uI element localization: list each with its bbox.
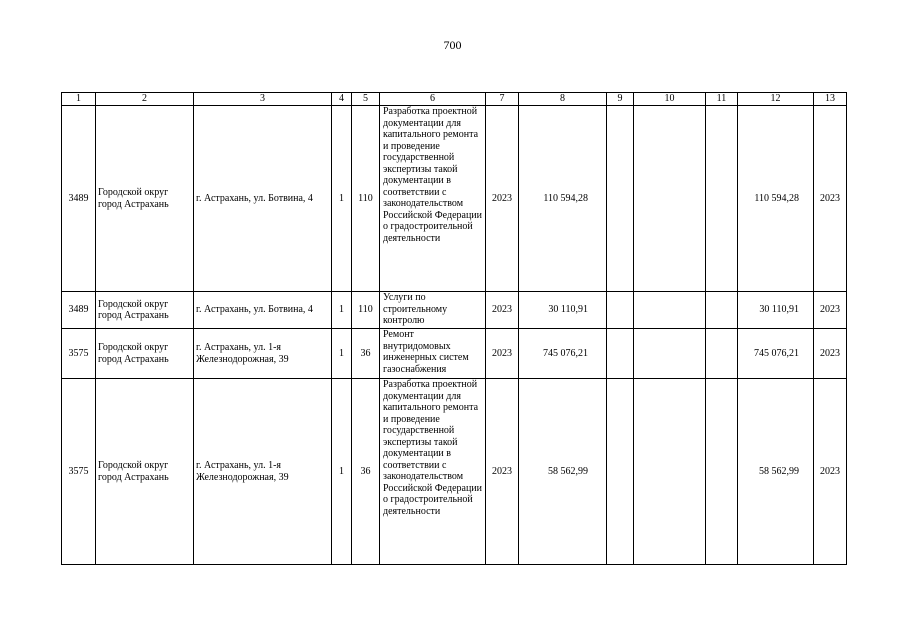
- cell-work-type: Ремонт внутридомовых инженерных систем газоснабжения: [380, 329, 486, 379]
- cell-col4: 1: [332, 106, 352, 292]
- cell-amount: 745 076,21: [519, 329, 607, 379]
- cell-id: 3575: [62, 379, 96, 565]
- cell-year: 2023: [486, 379, 519, 565]
- cell-year-end: 2023: [814, 106, 847, 292]
- cell-col4: 1: [332, 329, 352, 379]
- cell-year: 2023: [486, 292, 519, 329]
- cell-col9: [607, 292, 634, 329]
- cell-amount-total: 30 110,91: [738, 292, 814, 329]
- table-row: [62, 106, 847, 292]
- cell-col11: [706, 379, 738, 565]
- cell-amount-total: 58 562,99: [738, 379, 814, 565]
- cell-col9: [607, 329, 634, 379]
- cell-col5: 110: [352, 106, 380, 292]
- cell-col11: [706, 106, 738, 292]
- cell-amount: 110 594,28: [519, 106, 607, 292]
- data-table: [61, 92, 847, 565]
- cell-year: 2023: [486, 329, 519, 379]
- cell-col9: [607, 379, 634, 565]
- column-header: 1: [62, 93, 96, 106]
- column-header: 11: [706, 93, 738, 106]
- cell-col5: 36: [352, 329, 380, 379]
- cell-col4: 1: [332, 292, 352, 329]
- cell-col11: [706, 292, 738, 329]
- cell-amount-total: 110 594,28: [738, 106, 814, 292]
- cell-id: 3575: [62, 329, 96, 379]
- table-row: [62, 329, 847, 379]
- cell-id: 3489: [62, 292, 96, 329]
- cell-work-type: Разработка проектной документации для капитального ремонта и проведение государственной экспертизы такой документации в соответствии с законодательством Российской Федерации о градостроительной деятельности: [380, 379, 486, 565]
- cell-amount: 30 110,91: [519, 292, 607, 329]
- column-header: 13: [814, 93, 847, 106]
- cell-col9: [607, 106, 634, 292]
- cell-municipality: Городской округ город Астрахань: [96, 379, 194, 565]
- cell-municipality: Городской округ город Астрахань: [96, 292, 194, 329]
- column-header: 12: [738, 93, 814, 106]
- cell-municipality: Городской округ город Астрахань: [96, 106, 194, 292]
- column-header: 2: [96, 93, 194, 106]
- cell-year-end: 2023: [814, 329, 847, 379]
- column-header: 3: [194, 93, 332, 106]
- cell-col4: 1: [332, 379, 352, 565]
- cell-col5: 36: [352, 379, 380, 565]
- cell-address: г. Астрахань, ул. Ботвина, 4: [194, 292, 332, 329]
- column-header: 5: [352, 93, 380, 106]
- page-number: 700: [443, 38, 462, 52]
- cell-col11: [706, 329, 738, 379]
- cell-municipality: Городской округ город Астрахань: [96, 329, 194, 379]
- cell-work-type: Разработка проектной документации для капитального ремонта и проведение государственной экспертизы такой документации в соответствии с законодательством Российской Федерации о градостроительной деятельности: [380, 106, 486, 292]
- column-header: 9: [607, 93, 634, 106]
- cell-id: 3489: [62, 106, 96, 292]
- table-row: [62, 379, 847, 565]
- cell-address: г. Астрахань, ул. 1-я Железнодорожная, 39: [194, 379, 332, 565]
- column-header: 6: [380, 93, 486, 106]
- cell-col10: [634, 106, 706, 292]
- cell-col10: [634, 292, 706, 329]
- cell-work-type: Услуги по строительному контролю: [380, 292, 486, 329]
- header-row: [62, 93, 847, 106]
- cell-amount-total: 745 076,21: [738, 329, 814, 379]
- cell-amount: 58 562,99: [519, 379, 607, 565]
- column-header: 10: [634, 93, 706, 106]
- cell-year-end: 2023: [814, 379, 847, 565]
- cell-col10: [634, 379, 706, 565]
- cell-address: г. Астрахань, ул. Ботвина, 4: [194, 106, 332, 292]
- column-header: 8: [519, 93, 607, 106]
- cell-address: г. Астрахань, ул. 1-я Железнодорожная, 39: [194, 329, 332, 379]
- table-row: [62, 292, 847, 329]
- column-header: 7: [486, 93, 519, 106]
- column-header: 4: [332, 93, 352, 106]
- cell-col10: [634, 329, 706, 379]
- cell-year: 2023: [486, 106, 519, 292]
- cell-col5: 110: [352, 292, 380, 329]
- cell-year-end: 2023: [814, 292, 847, 329]
